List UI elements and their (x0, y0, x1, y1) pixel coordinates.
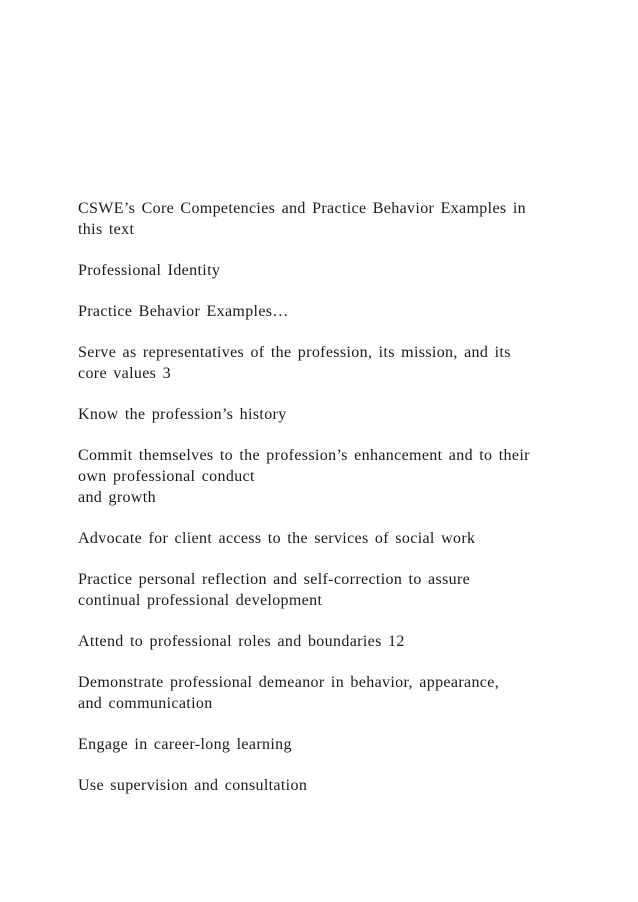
practice-behavior-item: Attend to professional roles and boundaries 12 (78, 633, 405, 650)
document-heading: CSWE’s Core Competencies and Practice Behavior Examples in this text (78, 200, 526, 238)
practice-behavior-item: Advocate for client access to the services of social work (78, 530, 476, 547)
subsection-title: Practice Behavior Examples… (78, 303, 289, 320)
practice-behavior-item: Engage in career-long learning (78, 736, 292, 753)
practice-behavior-item: Commit themselves to the profession’s enhancement and to their own professional conduct and growth (78, 447, 530, 506)
practice-behavior-item: Practice personal reflection and self-correction to assure continual professional development (78, 571, 471, 609)
practice-behavior-item: Use supervision and consultation (78, 777, 308, 794)
practice-behavior-item: Serve as representatives of the profession, its mission, and its core values 3 (78, 344, 511, 382)
document-body (78, 198, 578, 816)
section-title: Professional Identity (78, 262, 221, 279)
practice-behavior-item: Demonstrate professional demeanor in behavior, appearance, and communication (78, 674, 500, 712)
practice-behavior-item: Know the profession’s history (78, 406, 287, 423)
